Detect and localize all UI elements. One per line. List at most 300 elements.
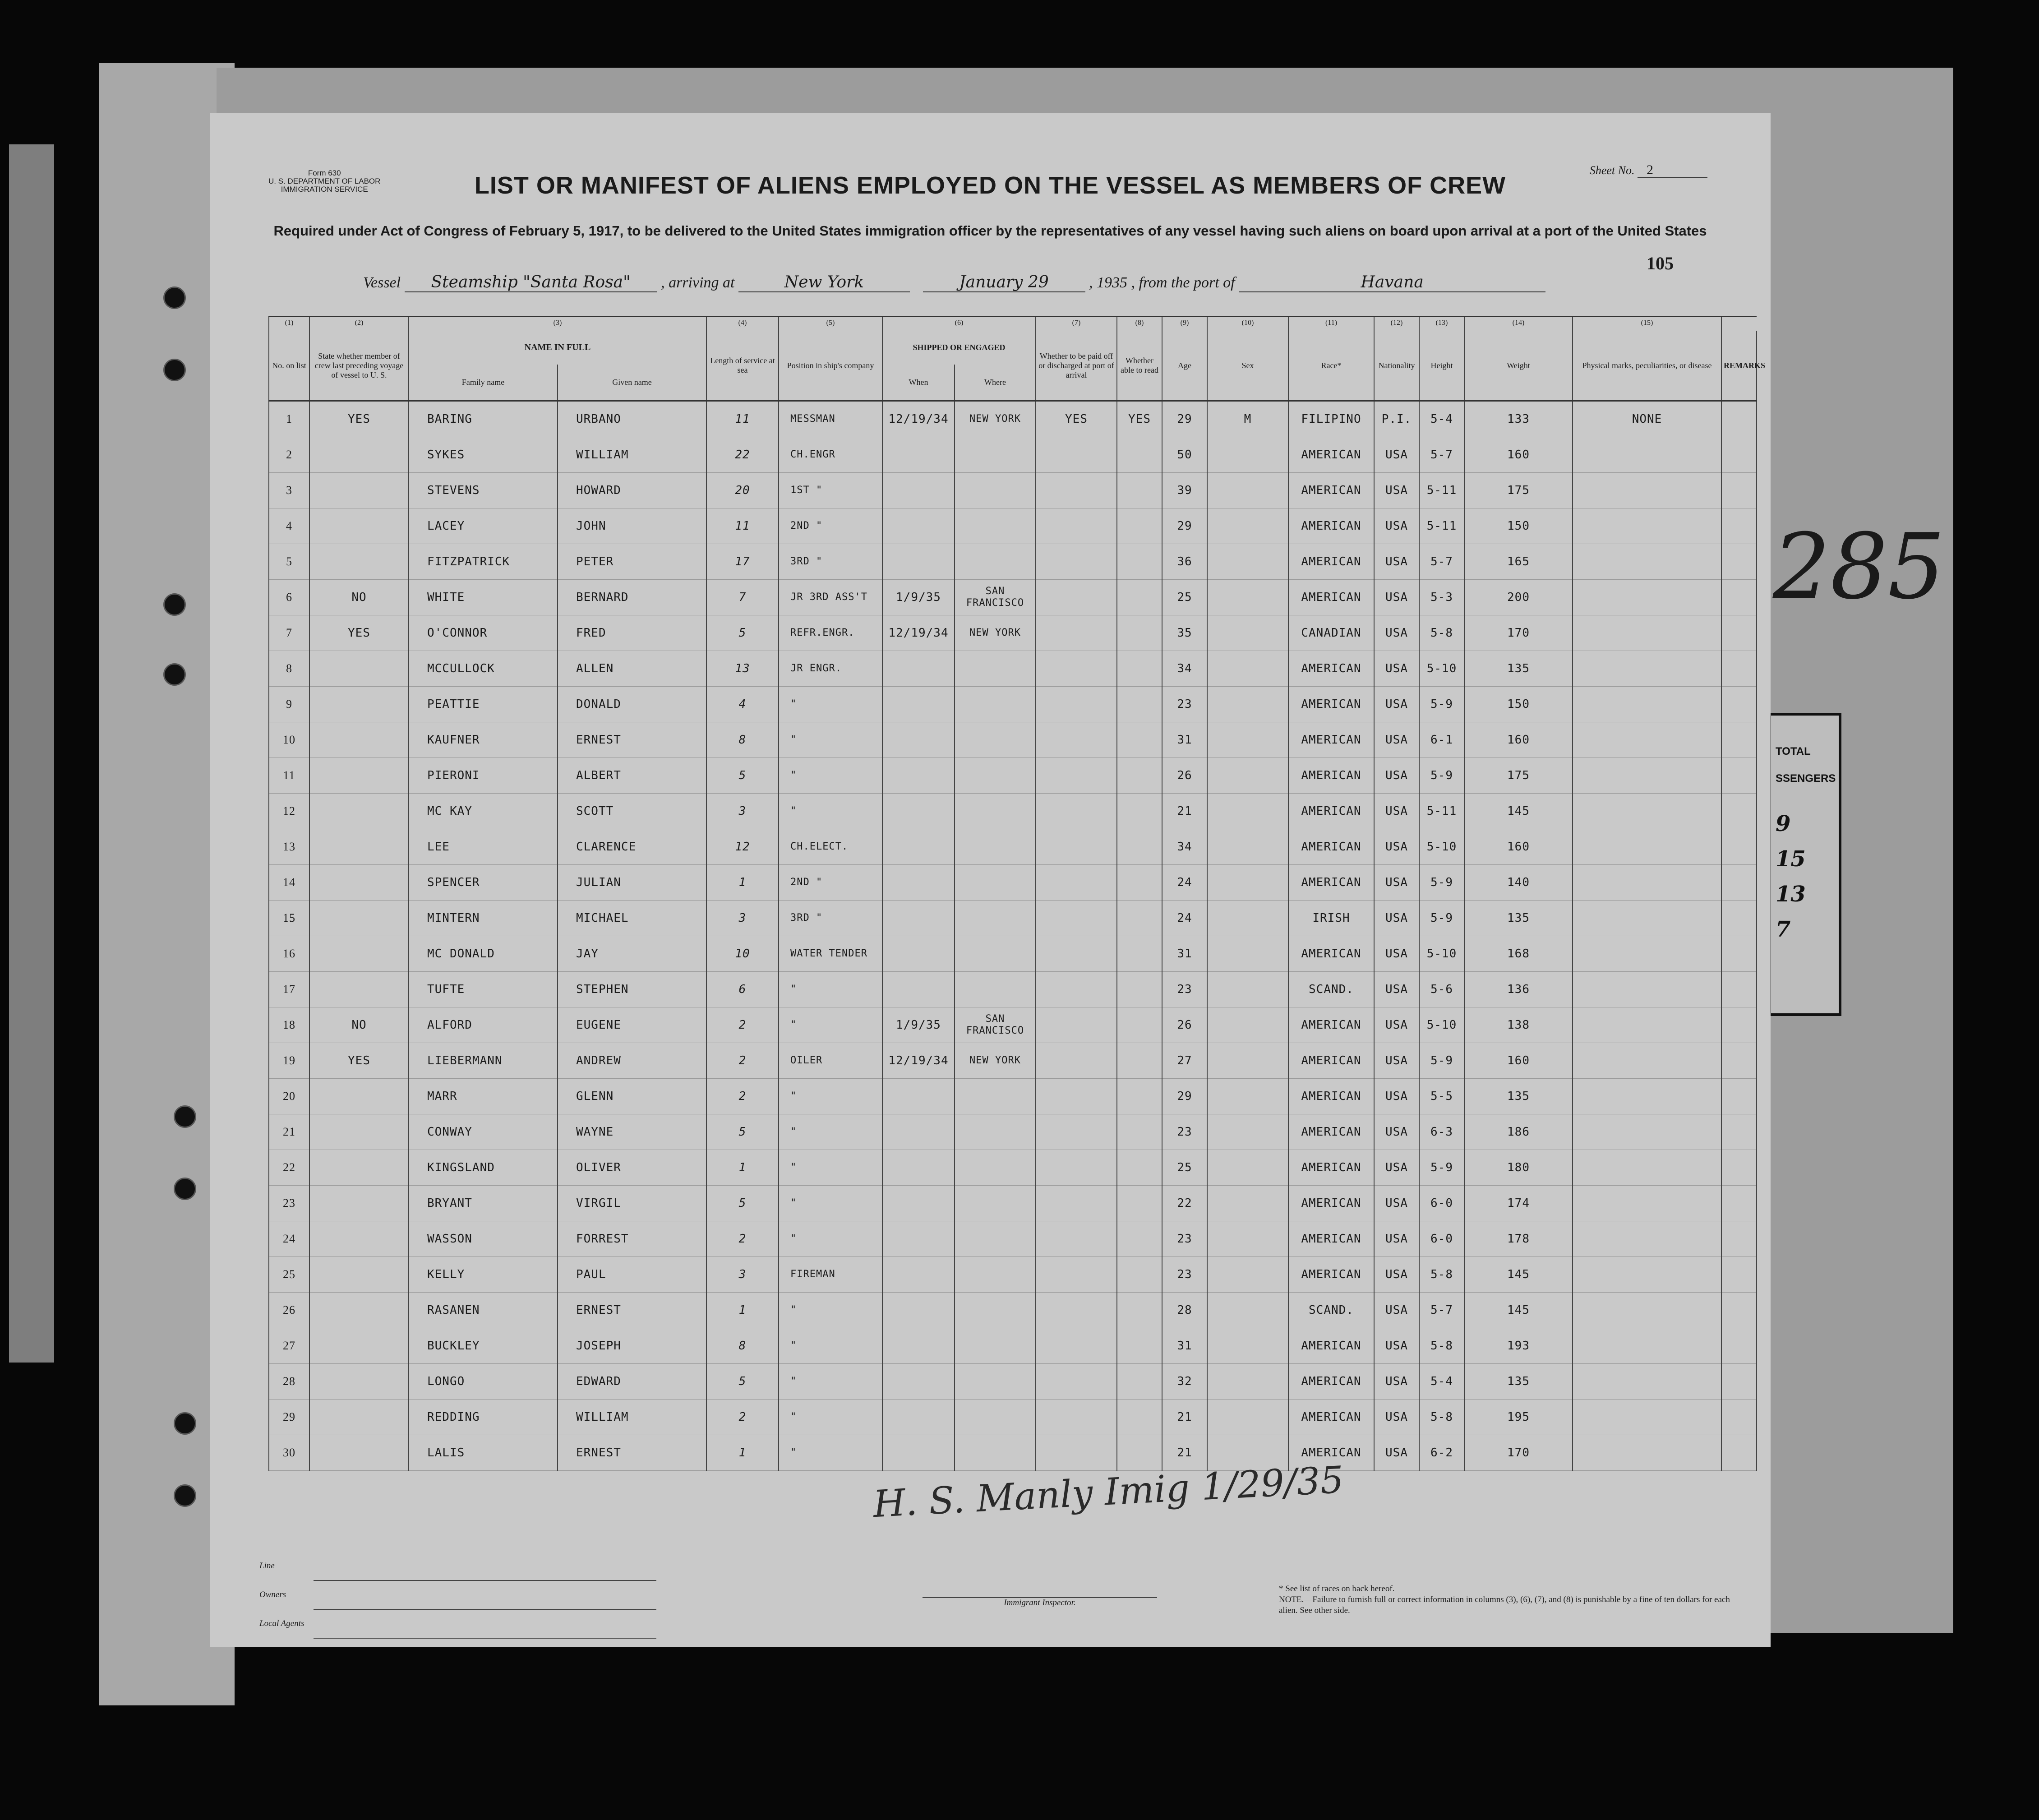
sex-cell xyxy=(1207,1400,1288,1435)
age-cell: 29 xyxy=(1162,1079,1207,1114)
previous-voyage-cell xyxy=(309,1257,409,1293)
position-cell: 2ND " xyxy=(779,508,882,544)
height-cell: 5-11 xyxy=(1419,794,1464,829)
given-name-cell: FRED xyxy=(558,615,706,651)
race-cell: AMERICAN xyxy=(1288,473,1374,508)
height-cell: 5-8 xyxy=(1419,615,1464,651)
height-cell: 5-11 xyxy=(1419,508,1464,544)
paid-off-cell xyxy=(1036,1079,1117,1114)
form-number: Form 630 xyxy=(308,169,341,177)
service-length-cell: 2 xyxy=(706,1007,779,1043)
height-cell: 5-9 xyxy=(1419,865,1464,901)
agents-field xyxy=(314,1610,656,1639)
nationality-cell: USA xyxy=(1374,1186,1419,1221)
race-cell: CANADIAN xyxy=(1288,615,1374,651)
table-row xyxy=(269,1435,1757,1471)
nationality-cell: USA xyxy=(1374,722,1419,758)
nationality-cell: USA xyxy=(1374,972,1419,1007)
service-length-cell: 1 xyxy=(706,865,779,901)
shipped-where-cell xyxy=(955,1221,1036,1257)
shipped-when-cell xyxy=(882,1293,955,1328)
able-read-cell xyxy=(1117,1043,1162,1079)
weight-cell: 150 xyxy=(1464,508,1573,544)
row-number: 4 xyxy=(269,508,309,544)
previous-voyage-cell xyxy=(309,1364,409,1400)
age-cell: 25 xyxy=(1162,580,1207,615)
row-number: 22 xyxy=(269,1150,309,1186)
passengers-label: SSENGERS xyxy=(1776,772,1836,785)
service-length-cell: 6 xyxy=(706,972,779,1007)
physical-marks-cell xyxy=(1573,1257,1721,1293)
physical-marks-cell xyxy=(1573,1364,1721,1400)
previous-voyage-cell xyxy=(309,1079,409,1114)
able-read-cell xyxy=(1117,1293,1162,1328)
remarks-cell xyxy=(1721,508,1757,544)
shipped-when-cell: 1/9/35 xyxy=(882,1007,955,1043)
owners-label: Owners xyxy=(259,1590,286,1599)
paid-off-cell xyxy=(1036,1328,1117,1364)
service-length-cell: 11 xyxy=(706,401,779,437)
weight-cell: 160 xyxy=(1464,1043,1573,1079)
from-port: Havana xyxy=(1239,273,1545,292)
age-cell: 22 xyxy=(1162,1186,1207,1221)
header-paid-off: Whether to be paid off or discharged at port of arrival xyxy=(1036,331,1117,401)
weight-cell: 165 xyxy=(1464,544,1573,580)
header-shipped-engaged: SHIPPED OR ENGAGED xyxy=(882,331,1036,365)
service-length-cell: 1 xyxy=(706,1150,779,1186)
nationality-cell: USA xyxy=(1374,1328,1419,1364)
header-remarks: REMARKS xyxy=(1721,331,1757,401)
family-name-cell: LACEY xyxy=(409,508,558,544)
header-age: Age xyxy=(1162,331,1207,401)
weight-cell: 160 xyxy=(1464,722,1573,758)
physical-marks-cell xyxy=(1573,936,1721,972)
header-able-read: Whether able to read xyxy=(1117,331,1162,401)
page-title: LIST OR MANIFEST OF ALIENS EMPLOYED ON THE VESSEL AS MEMBERS OF CREW xyxy=(474,172,1506,199)
remarks-cell xyxy=(1721,1150,1757,1186)
sex-cell xyxy=(1207,473,1288,508)
race-cell: FILIPINO xyxy=(1288,401,1374,437)
col-number: (15) xyxy=(1573,317,1721,331)
shipped-when-cell xyxy=(882,1079,955,1114)
vessel-line xyxy=(363,273,1545,292)
given-name-cell: FORREST xyxy=(558,1221,706,1257)
shipped-when-cell xyxy=(882,651,955,687)
paid-off-cell xyxy=(1036,1293,1117,1328)
able-read-cell xyxy=(1117,473,1162,508)
weight-cell: 186 xyxy=(1464,1114,1573,1150)
age-cell: 26 xyxy=(1162,1007,1207,1043)
able-read-cell xyxy=(1117,1150,1162,1186)
service-length-cell: 1 xyxy=(706,1293,779,1328)
physical-marks-cell xyxy=(1573,544,1721,580)
position-cell: " xyxy=(779,794,882,829)
family-name-cell: MC KAY xyxy=(409,794,558,829)
table-row xyxy=(269,1114,1757,1150)
crew-manifest-table xyxy=(268,316,1766,1471)
line-field xyxy=(314,1552,656,1581)
given-name-cell: MICHAEL xyxy=(558,901,706,936)
paid-off-cell xyxy=(1036,901,1117,936)
department-name: U. S. DEPARTMENT OF LABOR xyxy=(268,177,381,185)
race-cell: AMERICAN xyxy=(1288,687,1374,722)
service-length-cell: 13 xyxy=(706,651,779,687)
weight-cell: 175 xyxy=(1464,758,1573,794)
previous-voyage-cell xyxy=(309,1328,409,1364)
family-name-cell: LIEBERMANN xyxy=(409,1043,558,1079)
remarks-cell xyxy=(1721,901,1757,936)
vessel-label: Vessel xyxy=(363,274,401,291)
sex-cell xyxy=(1207,865,1288,901)
family-name-cell: LONGO xyxy=(409,1364,558,1400)
family-name-cell: KAUFNER xyxy=(409,722,558,758)
height-cell: 5-8 xyxy=(1419,1328,1464,1364)
box-value: 15 xyxy=(1776,846,1806,872)
physical-marks-cell xyxy=(1573,829,1721,865)
shipped-when-cell xyxy=(882,758,955,794)
shipped-when-cell xyxy=(882,865,955,901)
weight-cell: 160 xyxy=(1464,829,1573,865)
age-cell: 35 xyxy=(1162,615,1207,651)
nationality-cell: USA xyxy=(1374,1007,1419,1043)
weight-cell: 140 xyxy=(1464,865,1573,901)
age-cell: 29 xyxy=(1162,401,1207,437)
shipped-where-cell: NEW YORK xyxy=(955,401,1036,437)
table-row xyxy=(269,1079,1757,1114)
nationality-cell: P.I. xyxy=(1374,401,1419,437)
remarks-cell xyxy=(1721,1007,1757,1043)
given-name-cell: WILLIAM xyxy=(558,1400,706,1435)
position-cell: " xyxy=(779,1007,882,1043)
position-cell: " xyxy=(779,1186,882,1221)
binder-hole xyxy=(174,1412,196,1435)
given-name-cell: ERNEST xyxy=(558,1435,706,1471)
nationality-cell: USA xyxy=(1374,651,1419,687)
sex-cell xyxy=(1207,1043,1288,1079)
paid-off-cell xyxy=(1036,1221,1117,1257)
remarks-cell xyxy=(1721,401,1757,437)
paid-off-cell xyxy=(1036,1257,1117,1293)
given-name-cell: WILLIAM xyxy=(558,437,706,473)
row-number: 30 xyxy=(269,1435,309,1471)
service-length-cell: 5 xyxy=(706,1114,779,1150)
given-name-cell: BERNARD xyxy=(558,580,706,615)
given-name-cell: JOHN xyxy=(558,508,706,544)
given-name-cell: URBANO xyxy=(558,401,706,437)
service-length-cell: 17 xyxy=(706,544,779,580)
family-name-cell: O'CONNOR xyxy=(409,615,558,651)
physical-marks-cell xyxy=(1573,758,1721,794)
given-name-cell: ALBERT xyxy=(558,758,706,794)
race-cell: AMERICAN xyxy=(1288,722,1374,758)
paid-off-cell xyxy=(1036,1043,1117,1079)
service-length-cell: 12 xyxy=(706,829,779,865)
given-name-cell: EDWARD xyxy=(558,1364,706,1400)
height-cell: 5-8 xyxy=(1419,1257,1464,1293)
row-number: 9 xyxy=(269,687,309,722)
remarks-cell xyxy=(1721,651,1757,687)
table-row xyxy=(269,1043,1757,1079)
paid-off-cell xyxy=(1036,865,1117,901)
shipped-where-cell xyxy=(955,1114,1036,1150)
table-row xyxy=(269,1186,1757,1221)
table-row xyxy=(269,758,1757,794)
shipped-where-cell xyxy=(955,865,1036,901)
position-cell: 3RD " xyxy=(779,901,882,936)
col-number: (1) xyxy=(269,317,309,331)
family-name-cell: MARR xyxy=(409,1079,558,1114)
height-cell: 6-0 xyxy=(1419,1221,1464,1257)
paid-off-cell xyxy=(1036,829,1117,865)
age-cell: 29 xyxy=(1162,508,1207,544)
shipped-where-cell xyxy=(955,1186,1036,1221)
physical-marks-cell xyxy=(1573,901,1721,936)
paid-off-cell xyxy=(1036,722,1117,758)
height-cell: 5-3 xyxy=(1419,580,1464,615)
row-number: 20 xyxy=(269,1079,309,1114)
age-cell: 31 xyxy=(1162,1328,1207,1364)
shipped-where-cell xyxy=(955,508,1036,544)
previous-voyage-cell xyxy=(309,758,409,794)
race-cell: AMERICAN xyxy=(1288,1257,1374,1293)
physical-marks-cell xyxy=(1573,722,1721,758)
remarks-cell xyxy=(1721,1400,1757,1435)
height-cell: 6-1 xyxy=(1419,722,1464,758)
shipped-where-cell xyxy=(955,651,1036,687)
age-cell: 39 xyxy=(1162,473,1207,508)
table-row xyxy=(269,972,1757,1007)
remarks-cell xyxy=(1721,687,1757,722)
sex-cell xyxy=(1207,794,1288,829)
age-cell: 21 xyxy=(1162,794,1207,829)
shipped-when-cell xyxy=(882,1257,955,1293)
shipped-when-cell xyxy=(882,1186,955,1221)
from-port-label: , from the port of xyxy=(1131,274,1235,291)
row-number: 24 xyxy=(269,1221,309,1257)
weight-cell: 135 xyxy=(1464,901,1573,936)
previous-voyage-cell: YES xyxy=(309,401,409,437)
position-cell: " xyxy=(779,1079,882,1114)
nationality-cell: USA xyxy=(1374,1221,1419,1257)
header-height: Height xyxy=(1419,331,1464,401)
header-length-service: Length of service at sea xyxy=(706,331,779,401)
previous-voyage-cell xyxy=(309,508,409,544)
able-read-cell xyxy=(1117,1079,1162,1114)
shipped-when-cell xyxy=(882,1364,955,1400)
nationality-cell: USA xyxy=(1374,901,1419,936)
sex-cell xyxy=(1207,1221,1288,1257)
weight-cell: 135 xyxy=(1464,1364,1573,1400)
race-cell: IRISH xyxy=(1288,901,1374,936)
previous-voyage-cell: NO xyxy=(309,580,409,615)
age-cell: 21 xyxy=(1162,1435,1207,1471)
paid-off-cell xyxy=(1036,687,1117,722)
family-name-cell: WASSON xyxy=(409,1221,558,1257)
remarks-cell xyxy=(1721,1079,1757,1114)
table-row xyxy=(269,1007,1757,1043)
physical-marks-cell xyxy=(1573,1400,1721,1435)
col-number: (13) xyxy=(1419,317,1464,331)
shipped-where-cell xyxy=(955,936,1036,972)
paid-off-cell xyxy=(1036,1364,1117,1400)
weight-cell: 170 xyxy=(1464,1435,1573,1471)
paid-off-cell xyxy=(1036,1114,1117,1150)
col-number: (9) xyxy=(1162,317,1207,331)
table-row xyxy=(269,437,1757,473)
remarks-cell xyxy=(1721,437,1757,473)
position-cell: " xyxy=(779,1435,882,1471)
given-name-cell: PAUL xyxy=(558,1257,706,1293)
row-number: 5 xyxy=(269,544,309,580)
row-number: 3 xyxy=(269,473,309,508)
height-cell: 5-11 xyxy=(1419,473,1464,508)
remarks-cell xyxy=(1721,758,1757,794)
paid-off-cell xyxy=(1036,544,1117,580)
col-number: (12) xyxy=(1374,317,1419,331)
row-number: 6 xyxy=(269,580,309,615)
position-cell: FIREMAN xyxy=(779,1257,882,1293)
service-length-cell: 5 xyxy=(706,1186,779,1221)
line-label: Line xyxy=(259,1561,275,1571)
physical-marks-cell xyxy=(1573,1435,1721,1471)
table-row xyxy=(269,1364,1757,1400)
weight-cell: 174 xyxy=(1464,1186,1573,1221)
row-number: 17 xyxy=(269,972,309,1007)
previous-voyage-cell xyxy=(309,722,409,758)
race-cell: AMERICAN xyxy=(1288,1435,1374,1471)
shipped-when-cell xyxy=(882,901,955,936)
shipped-when-cell xyxy=(882,473,955,508)
age-cell: 23 xyxy=(1162,1221,1207,1257)
header-state-whether: State whether member of crew last preceding voyage of vessel to U. S. xyxy=(309,331,409,401)
shipped-when-cell xyxy=(882,544,955,580)
shipped-where-cell xyxy=(955,1400,1036,1435)
sex-cell xyxy=(1207,1079,1288,1114)
previous-voyage-cell xyxy=(309,829,409,865)
race-cell: AMERICAN xyxy=(1288,1364,1374,1400)
race-cell: AMERICAN xyxy=(1288,1150,1374,1186)
height-cell: 5-4 xyxy=(1419,1364,1464,1400)
nationality-cell: USA xyxy=(1374,1150,1419,1186)
table-row xyxy=(269,1293,1757,1328)
row-number: 21 xyxy=(269,1114,309,1150)
header-when: When xyxy=(882,365,955,401)
physical-marks-cell xyxy=(1573,615,1721,651)
weight-cell: 136 xyxy=(1464,972,1573,1007)
agent-fields xyxy=(259,1552,656,1639)
age-cell: 24 xyxy=(1162,901,1207,936)
family-name-cell: LEE xyxy=(409,829,558,865)
height-cell: 5-7 xyxy=(1419,1293,1464,1328)
physical-marks-cell xyxy=(1573,1150,1721,1186)
previous-voyage-cell xyxy=(309,544,409,580)
previous-voyage-cell: NO xyxy=(309,1007,409,1043)
shipped-where-cell xyxy=(955,1079,1036,1114)
sex-cell xyxy=(1207,1150,1288,1186)
nationality-cell: USA xyxy=(1374,865,1419,901)
previous-voyage-cell xyxy=(309,687,409,722)
previous-voyage-cell xyxy=(309,437,409,473)
service-length-cell: 5 xyxy=(706,758,779,794)
nationality-cell: USA xyxy=(1374,580,1419,615)
height-cell: 6-0 xyxy=(1419,1186,1464,1221)
shipped-where-cell: SAN FRANCISCO xyxy=(955,580,1036,615)
sex-cell xyxy=(1207,901,1288,936)
shipped-where-cell xyxy=(955,901,1036,936)
family-name-cell: WHITE xyxy=(409,580,558,615)
nationality-cell: USA xyxy=(1374,829,1419,865)
able-read-cell xyxy=(1117,901,1162,936)
physical-marks-cell: NONE xyxy=(1573,401,1721,437)
height-cell: 5-9 xyxy=(1419,1043,1464,1079)
row-number: 8 xyxy=(269,651,309,687)
col-number: (3) xyxy=(409,317,706,331)
service-length-cell: 2 xyxy=(706,1079,779,1114)
able-read-cell xyxy=(1117,580,1162,615)
weight-cell: 178 xyxy=(1464,1221,1573,1257)
position-cell: 1ST " xyxy=(779,473,882,508)
physical-marks-cell xyxy=(1573,687,1721,722)
race-cell: AMERICAN xyxy=(1288,1328,1374,1364)
sex-cell xyxy=(1207,1186,1288,1221)
position-cell: " xyxy=(779,722,882,758)
age-cell: 24 xyxy=(1162,865,1207,901)
previous-voyage-cell xyxy=(309,1293,409,1328)
service-length-cell: 2 xyxy=(706,1400,779,1435)
height-cell: 5-10 xyxy=(1419,936,1464,972)
family-name-cell: CONWAY xyxy=(409,1114,558,1150)
owners-field xyxy=(314,1581,656,1610)
race-cell: AMERICAN xyxy=(1288,1186,1374,1221)
shipped-where-cell xyxy=(955,1293,1036,1328)
paid-off-cell xyxy=(1036,972,1117,1007)
service-length-cell: 5 xyxy=(706,615,779,651)
row-number: 19 xyxy=(269,1043,309,1079)
able-read-cell xyxy=(1117,865,1162,901)
header-race: Race* xyxy=(1288,331,1374,401)
arrival-date: January 29 xyxy=(923,273,1085,292)
binder-hole xyxy=(174,1484,196,1507)
sex-cell xyxy=(1207,651,1288,687)
height-cell: 5-9 xyxy=(1419,1150,1464,1186)
col-number: (8) xyxy=(1117,317,1162,331)
sex-cell: M xyxy=(1207,401,1288,437)
given-name-cell: JULIAN xyxy=(558,865,706,901)
age-cell: 21 xyxy=(1162,1400,1207,1435)
shipped-when-cell xyxy=(882,936,955,972)
physical-marks-cell xyxy=(1573,1186,1721,1221)
age-cell: 50 xyxy=(1162,437,1207,473)
age-cell: 23 xyxy=(1162,972,1207,1007)
able-read-cell xyxy=(1117,544,1162,580)
physical-marks-cell xyxy=(1573,508,1721,544)
given-name-cell: SCOTT xyxy=(558,794,706,829)
position-cell: " xyxy=(779,972,882,1007)
table-row xyxy=(269,829,1757,865)
sex-cell xyxy=(1207,972,1288,1007)
height-cell: 5-10 xyxy=(1419,829,1464,865)
remarks-cell xyxy=(1721,1043,1757,1079)
family-name-cell: FITZPATRICK xyxy=(409,544,558,580)
shipped-where-cell xyxy=(955,473,1036,508)
remarks-cell xyxy=(1721,794,1757,829)
position-cell: " xyxy=(779,1400,882,1435)
previous-voyage-cell xyxy=(309,473,409,508)
inspector-label: Immigrant Inspector. xyxy=(923,1597,1157,1608)
weight-cell: 145 xyxy=(1464,1293,1573,1328)
able-read-cell xyxy=(1117,1364,1162,1400)
remarks-cell xyxy=(1721,580,1757,615)
